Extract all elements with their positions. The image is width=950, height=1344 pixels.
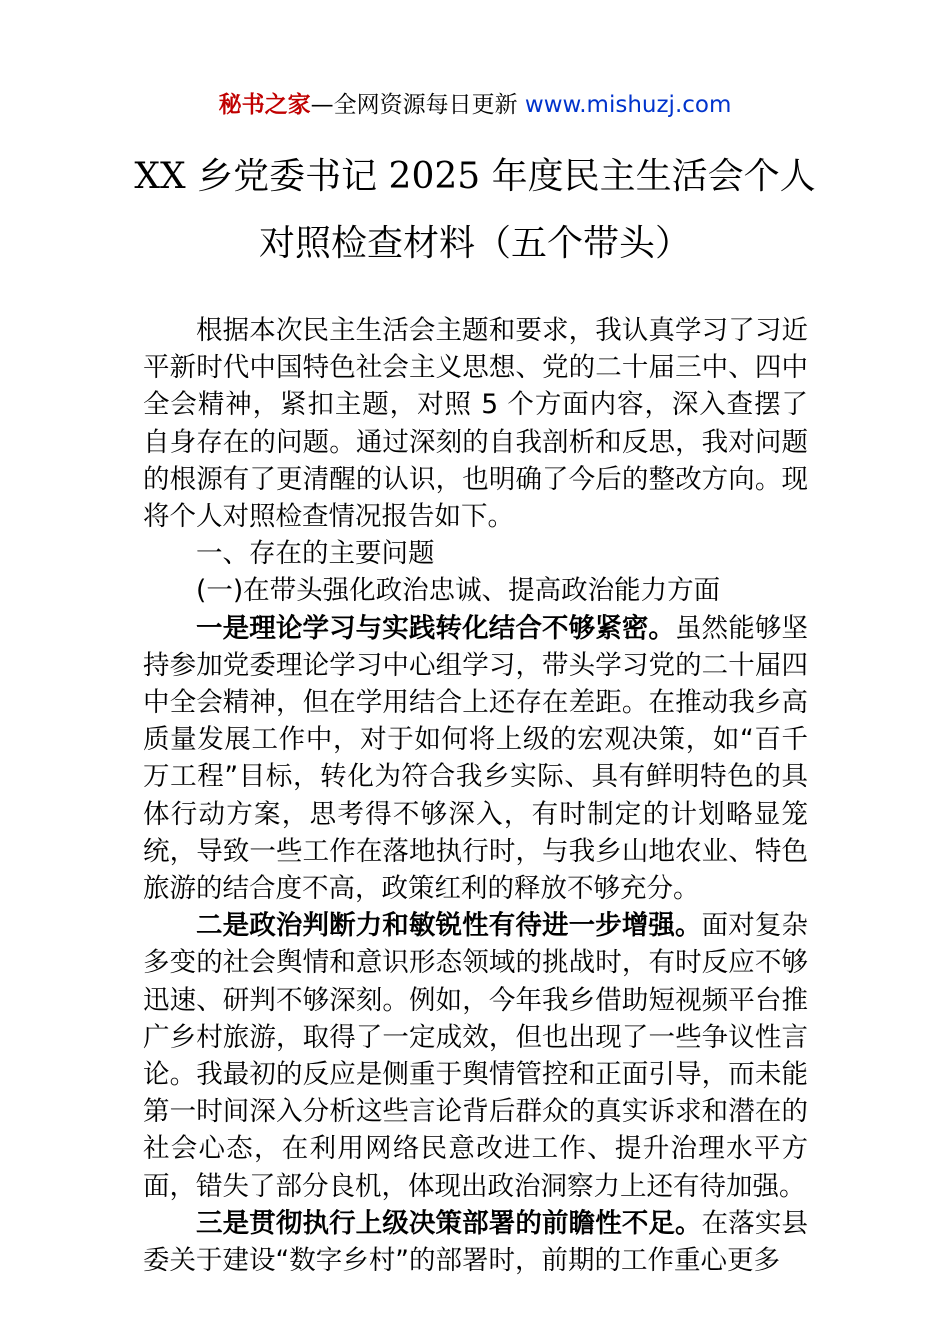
intro-paragraph: 根据本次民主生活会主题和要求，我认真学习了习近平新时代中国特色社会主义思想、党的二十届三中、四中全会精神，紧扣主题，对照 5 个方面内容，深入查摆了自身存在的问题。通过深刻的自我剖析和反思，我对问题的根源有了更清醒的认识，也明确了今后的整改方向。现将个人对照检查情况报告如下。 [143, 315, 808, 533]
issue-lead-2: 二是政治判断力和敏锐性有待进一步增强。 [196, 910, 702, 942]
issue-lead-1: 一是理论学习与实践转化结合不够紧密。 [196, 612, 676, 644]
subsection-heading: (一)在带头强化政治忠诚、提高政治能力方面 [196, 575, 721, 607]
section-heading: 一、存在的主要问题 [196, 538, 435, 570]
issue-text-1: 虽然能够坚持参加党委理论学习中心组学习，带头学习党的二十届四中全会精神，但在学用结合上还存在差距。在推动我乡高质量发展工作中，对于如何将上级的宏观决策，如“百千万工程”目标，转化为符合我乡实际、具有鲜明特色的具体行动方案，思考得不够深入，有时制定的计划略显笼统，导致一些工作在落地执行时，与我乡山地农业、特色旅游的结合度不高，政策红利的释放不够充分。 [143, 612, 809, 905]
document-body [143, 312, 808, 1279]
issue-paragraph-3 [143, 1205, 808, 1279]
issue-text-3: 在落实县委关于建设“数字乡村”的部署时，前期的工作重心更多 [143, 1207, 809, 1277]
site-url-link[interactable]: www.mishuzj.com [524, 92, 732, 118]
site-brand: 秘书之家 [218, 92, 311, 118]
issue-lead-3: 三是贯彻执行上级决策部署的前瞻性不足。 [196, 1207, 702, 1239]
issue-paragraph-1 [143, 610, 808, 908]
issue-text-2: 面对复杂多变的社会舆情和意识形态领域的挑战时，有时反应不够迅速、研判不够深刻。例如，今年我乡借助短视频平台推广乡村旅游，取得了一定成效，但也出现了一些争议性言论。我最初的反应是侧重于舆情管控和正面引导，而未能第一时间深入分析这些言论背后群众的真实诉求和潜在的社会心态，在利用网络民意改进工作、提升治理水平方面，错失了部分良机，体现出政治洞察力上还有待加强。 [143, 910, 809, 1202]
document-title-line-1: XX 乡党委书记 2025 年度民主生活会个人 [134, 156, 816, 197]
document-title-line-2: 对照检查材料（五个带头） [258, 223, 691, 264]
site-header [0, 88, 950, 122]
site-tagline: —全网资源每日更新 [310, 92, 525, 118]
issue-paragraph-2 [143, 907, 808, 1205]
